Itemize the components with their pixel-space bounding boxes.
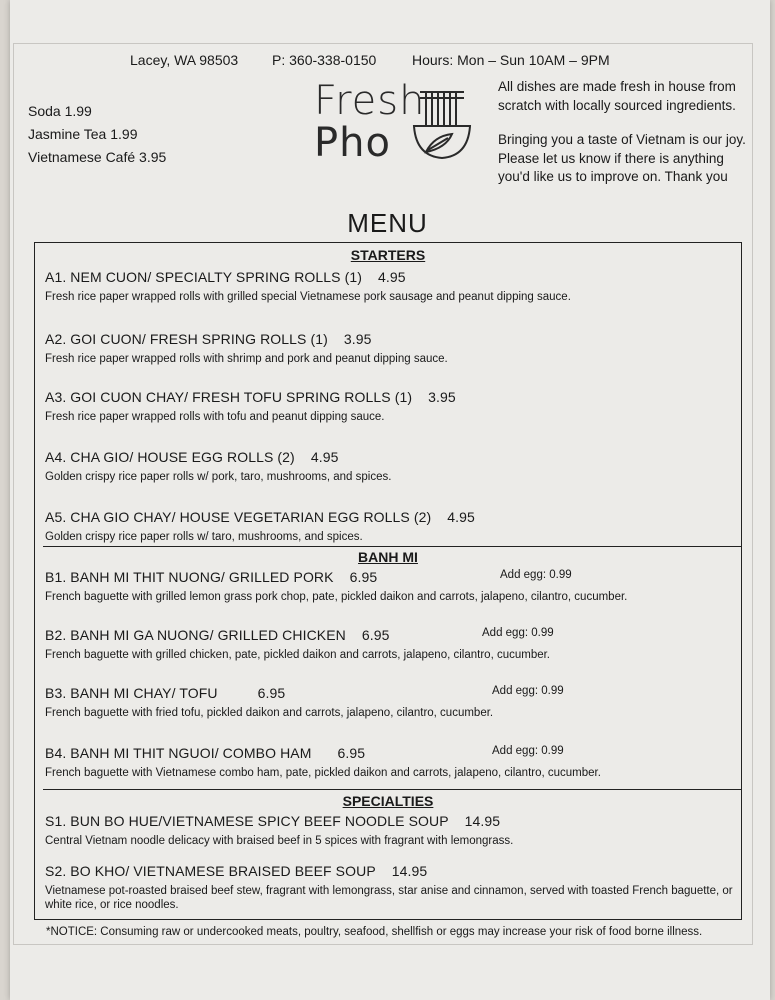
- menu-title: MENU: [347, 208, 428, 238]
- menu-item: [45, 449, 735, 484]
- pho-bowl-icon: [412, 86, 472, 166]
- item-description: Central Vietnam noodle delicacy with braised beef in 5 spices with fragrant with lemongrass.: [45, 835, 514, 847]
- item-price: 4.95: [310, 449, 339, 465]
- section-title-starters: STARTERS: [350, 247, 426, 263]
- section-title-banh-mi: BANH MI: [358, 549, 418, 565]
- item-description: Vietnamese pot-roasted braised beef stew, fragrant with lemongrass, star anise and cinnamon, served with toasted French baguette, or white rice, or rice noodles.: [45, 885, 733, 911]
- menu-box: [34, 242, 742, 920]
- add-egg-option: Add egg: 0.99: [492, 685, 564, 697]
- item-price: 4.95: [378, 269, 406, 285]
- item-description: Fresh rice paper wrapped rolls with tofu and peanut dipping sauce.: [45, 411, 385, 423]
- menu-item: [45, 269, 735, 304]
- drink-item: Vietnamese Café 3.95: [28, 149, 167, 165]
- item-price: 6.95: [337, 745, 366, 761]
- item-name: A5. CHA GIO CHAY/ HOUSE VEGETARIAN EGG ROLLS (2): [45, 509, 432, 525]
- add-egg-option: Add egg: 0.99: [482, 627, 554, 639]
- item-name: S2. BO KHO/ VIETNAMESE BRAISED BEEF SOUP: [45, 863, 376, 879]
- item-name: B1. BANH MI THIT NUONG/ GRILLED PORK: [45, 569, 334, 585]
- about-paragraph: All dishes are made fresh in house from scratch with locally sourced ingredients.: [498, 79, 736, 113]
- item-description: Fresh rice paper wrapped rolls with shrimp and pork and peanut dipping sauce.: [45, 353, 448, 365]
- item-price: 3.95: [343, 331, 372, 347]
- hours: Hours: Mon – Sun 10AM – 9PM: [412, 52, 610, 68]
- menu-item: [45, 863, 735, 912]
- item-price: 6.95: [361, 627, 390, 643]
- item-description: Fresh rice paper wrapped rolls with grilled special Vietnamese pork sausage and peanut dipping sauce.: [45, 291, 571, 303]
- item-name: B2. BANH MI GA NUONG/ GRILLED CHICKEN: [45, 627, 346, 643]
- item-price: 4.95: [447, 509, 475, 525]
- item-description: Golden crispy rice paper rolls w/ taro, mushrooms, and spices.: [45, 531, 363, 543]
- item-name: A2. GOI CUON/ FRESH SPRING ROLLS (1): [45, 331, 328, 347]
- menu-item: [45, 813, 735, 848]
- section-title-specialties: SPECIALTIES: [342, 793, 434, 809]
- item-description: French baguette with grilled chicken, pate, pickled daikon and carrots, jalapeno, cilantro, cucumber.: [45, 649, 551, 661]
- section-divider: [43, 789, 741, 790]
- menu-item: [45, 745, 735, 780]
- about-text: [498, 78, 748, 203]
- item-price: 3.95: [428, 389, 456, 405]
- menu-item: [45, 685, 735, 720]
- menu-item: [45, 509, 735, 544]
- item-name: A4. CHA GIO/ HOUSE EGG ROLLS (2): [45, 449, 295, 465]
- fresh-pho-logo: Fresh Pho: [308, 78, 488, 168]
- add-egg-option: Add egg: 0.99: [500, 569, 572, 581]
- drink-item: Soda 1.99: [28, 103, 92, 119]
- item-description: French baguette with Vietnamese combo ham, pate, pickled daikon and carrots, jalapeno, cilantro, cucumber.: [45, 767, 601, 779]
- drink-item: Jasmine Tea 1.99: [28, 126, 138, 142]
- address: Lacey, WA 98503: [130, 52, 239, 68]
- item-price: 14.95: [391, 863, 428, 879]
- phone-number: P: 360-338-0150: [272, 52, 377, 68]
- menu-item: [45, 627, 735, 662]
- about-paragraph: Bringing you a taste of Vietnam is our joy. Please let us know if there is anything you'd like us to improve on. Thank you: [498, 132, 746, 184]
- item-description: French baguette with grilled lemon grass pork chop, pate, pickled daikon and carrots, jalapeno, cilantro, cucumber.: [45, 591, 628, 603]
- item-name: B4. BANH MI THIT NGUOI/ COMBO HAM: [45, 745, 312, 761]
- item-name: S1. BUN BO HUE/VIETNAMESE SPICY BEEF NOODLE SOUP: [45, 813, 449, 829]
- section-divider: [43, 546, 741, 547]
- menu-item: [45, 389, 735, 424]
- menu-item: [45, 331, 735, 366]
- item-price: 6.95: [257, 685, 286, 701]
- item-description: Golden crispy rice paper rolls w/ pork, taro, mushrooms, and spices.: [45, 471, 392, 483]
- drinks-list: [28, 100, 166, 169]
- menu-item: [45, 569, 735, 604]
- item-name: A3. GOI CUON CHAY/ FRESH TOFU SPRING ROLLS (1): [45, 389, 413, 405]
- item-price: 6.95: [349, 569, 378, 585]
- food-safety-notice: *NOTICE: Consuming raw or undercooked meats, poultry, seafood, shellfish or eggs may increase your risk of food borne illness.: [46, 926, 703, 938]
- item-name: A1. NEM CUON/ SPECIALTY SPRING ROLLS (1): [45, 269, 363, 285]
- item-price: 14.95: [464, 813, 501, 829]
- item-name: B3. BANH MI CHAY/ TOFU: [45, 685, 218, 701]
- add-egg-option: Add egg: 0.99: [492, 745, 564, 757]
- item-description: French baguette with fried tofu, pickled daikon and carrots, jalapeno, cilantro, cucumber.: [45, 707, 494, 719]
